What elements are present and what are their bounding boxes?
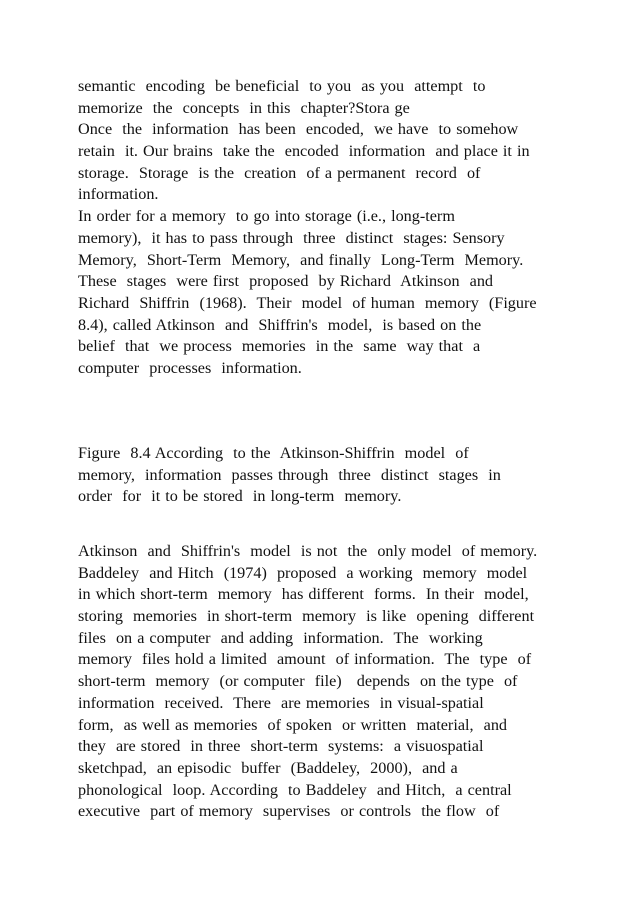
text-line: storage. Storage is the creation of a permanent record of bbox=[78, 163, 481, 182]
text-line: In order for a memory to go into storage (i.e., long-term bbox=[78, 207, 455, 226]
text-line: sketchpad, an episodic buffer (Baddeley, 2000), and a bbox=[78, 758, 458, 777]
storage-paragraph bbox=[78, 76, 608, 380]
text-line: short-term memory (or computer file) depends on the type of bbox=[78, 672, 518, 691]
text-line: executive part of memory supervises or controls the flow of bbox=[78, 802, 500, 821]
figure-caption bbox=[78, 443, 608, 508]
text-line: Atkinson and Shiffrin's model is not the only model of memory. bbox=[78, 542, 538, 560]
text-line: belief that we process memories in the same way that a bbox=[78, 337, 481, 356]
text-line: Baddeley and Hitch (1974) proposed a working memory model bbox=[78, 563, 528, 582]
text-line: memory files hold a limited amount of information. The type of bbox=[78, 650, 532, 669]
working-memory-paragraph bbox=[78, 541, 608, 823]
text-line: they are stored in three short-term systems: a visuospatial bbox=[78, 737, 484, 756]
text-line: Once the information has been encoded, we have to somehow bbox=[78, 120, 519, 139]
text-line: 8.4), called Atkinson and Shiffrin's model, is based on the bbox=[78, 315, 482, 334]
text-line: information. bbox=[78, 185, 159, 204]
text-line: storing memories in short-term memory is like opening different bbox=[78, 607, 535, 626]
caption-line: Figure 8.4 According to the Atkinson-Shiffrin model of bbox=[78, 444, 469, 462]
caption-line: order for it to be stored in long-term memory. bbox=[78, 487, 402, 506]
text-line: Richard Shiffrin (1968). Their model of human memory (Figure bbox=[78, 293, 537, 312]
text-line: memory), it has to pass through three distinct stages: Sensory bbox=[78, 228, 505, 247]
text-line: semantic encoding be beneficial to you as you attempt to bbox=[78, 77, 486, 95]
text-line: files on a computer and adding information. The working bbox=[78, 628, 483, 647]
text-line: computer processes information. bbox=[78, 358, 302, 377]
text-line: Memory, Short-Term Memory, and finally Long-Term Memory. bbox=[78, 250, 524, 269]
text-line: information received. There are memories in visual-spatial bbox=[78, 693, 484, 712]
text-line: form, as well as memories of spoken or written material, and bbox=[78, 715, 508, 734]
text-line: These stages were first proposed by Richard Atkinson and bbox=[78, 272, 494, 291]
text-line: in which short-term memory has different forms. In their model, bbox=[78, 585, 529, 604]
text-line: memorize the concepts in this chapter?Stora ge bbox=[78, 98, 410, 117]
caption-line: memory, information passes through three distinct stages in bbox=[78, 465, 501, 484]
text-line: retain it. Our brains take the encoded information and place it in bbox=[78, 142, 530, 161]
text-line: phonological loop. According to Baddeley and Hitch, a central bbox=[78, 780, 512, 799]
